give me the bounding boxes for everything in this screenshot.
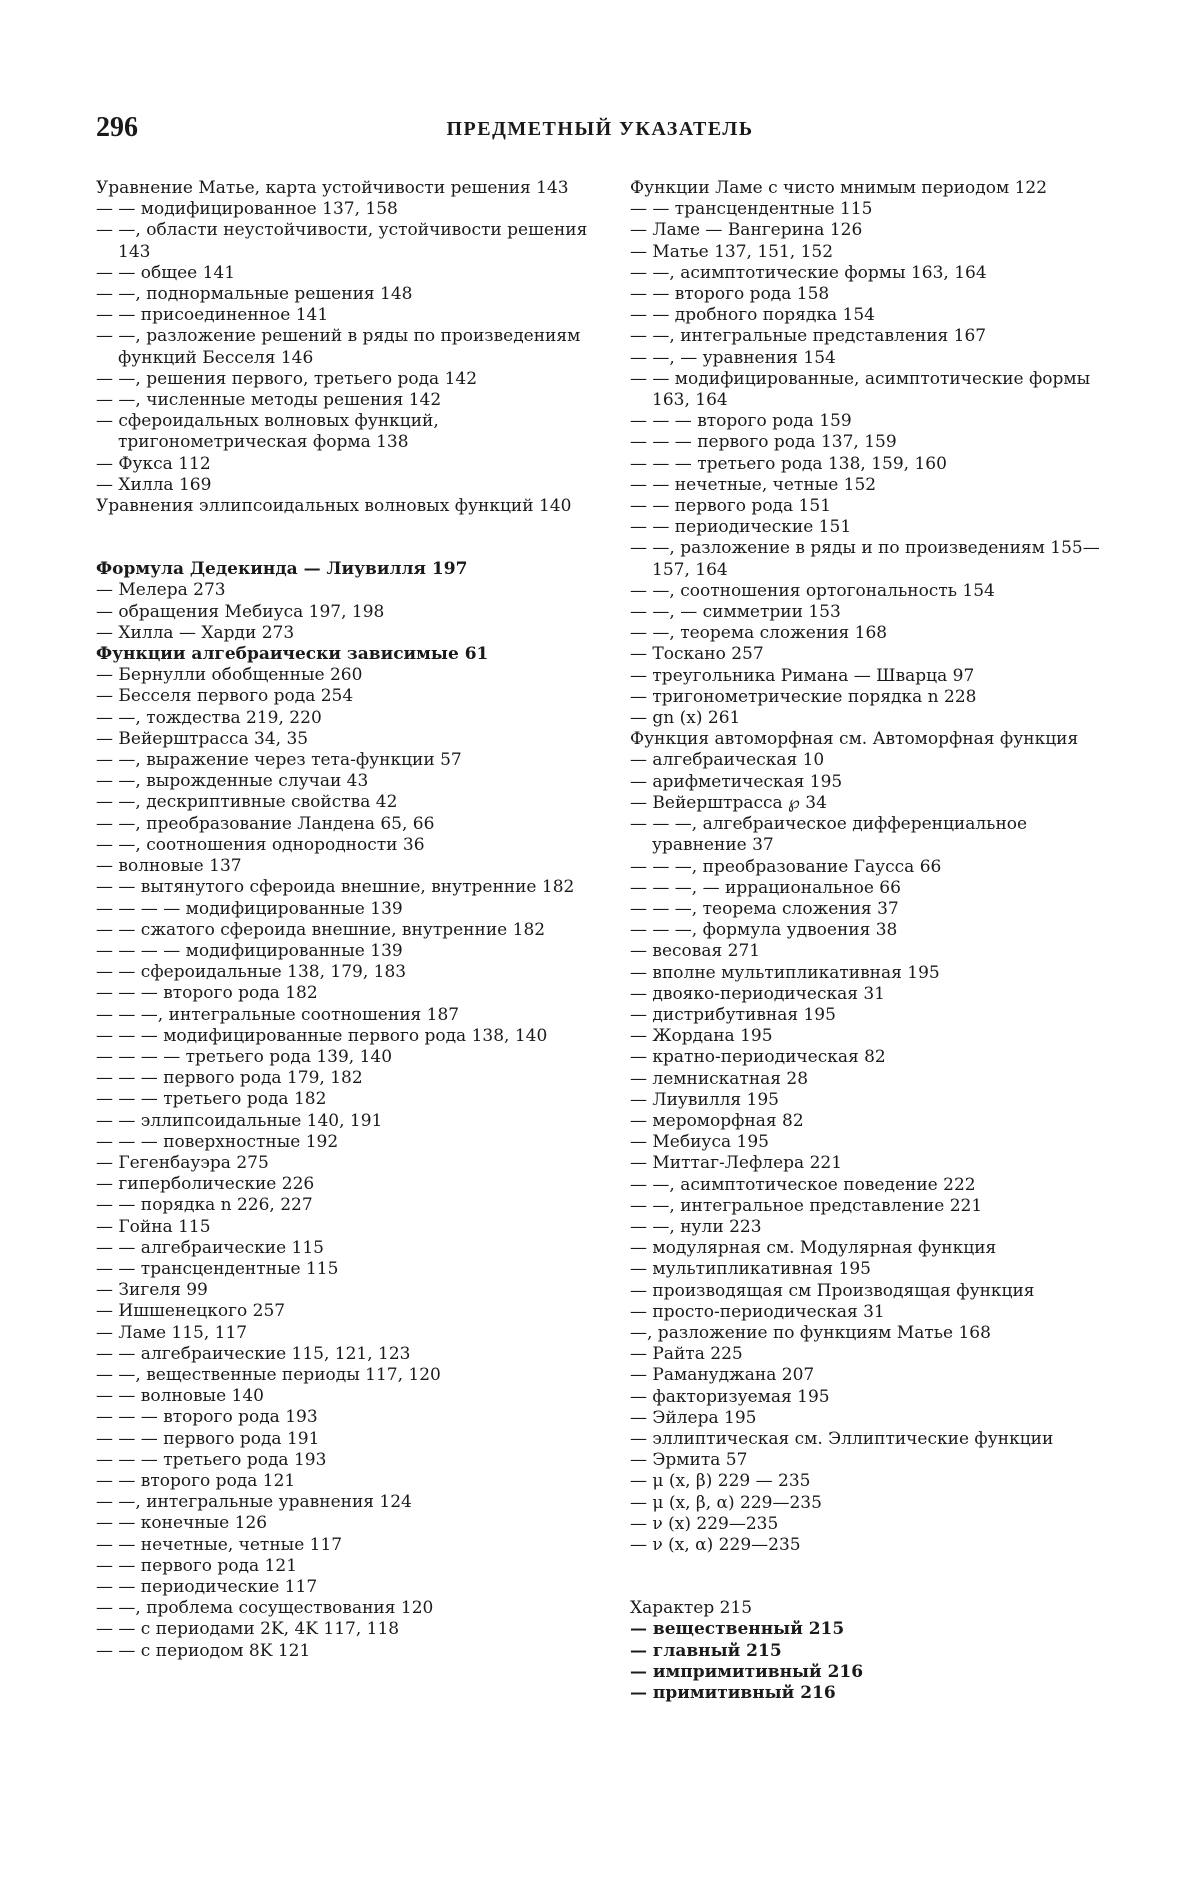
index-entry: — —, выражение через тета-функции 57 <box>96 750 462 771</box>
index-entry: — — —, алгебраическое дифференциальное уравнение 37 <box>630 814 1028 856</box>
index-entry: — — — второго рода 159 <box>630 411 852 432</box>
index-entry: — Фукса 112 <box>96 453 211 474</box>
index-entry: — — волновые 140 <box>96 1386 264 1407</box>
index-entry: — факторизуемая 195 <box>630 1386 830 1407</box>
index-entry: — примитивный 216 <box>630 1683 836 1704</box>
index-entry: — ν (x, α) 229—235 <box>630 1535 801 1555</box>
index-entry: — — общее 141 <box>96 262 236 283</box>
index-entry: — — — первого рода 179, 182 <box>96 1068 363 1089</box>
index-entry: — Ламе — Вангерина 126 <box>630 220 863 241</box>
index-entry: — — периодические 151 <box>630 517 852 538</box>
index-entry: — — с периодом 8K 121 <box>96 1640 311 1661</box>
index-entry: Функции алгебраически зависимые 61 <box>96 644 489 665</box>
index-entry: — —, соотношения ортогональность 154 <box>630 580 995 601</box>
index-entry: — — — третьего рода 193 <box>96 1449 327 1470</box>
index-entry: — — — первого рода 137, 159 <box>630 432 897 453</box>
index-entry: — — второго рода 158 <box>630 284 830 305</box>
index-entry: — Миттаг-Лефлера 221 <box>630 1153 843 1174</box>
index-entry: — —, нули 223 <box>630 1216 762 1237</box>
index-entry: — Райта 225 <box>630 1344 743 1365</box>
index-entry: — — присоединенное 141 <box>96 305 329 326</box>
index-entry: — Эрмита 57 <box>630 1450 748 1471</box>
index-entry: — главный 215 <box>630 1640 782 1661</box>
index-entry: — лемнискатная 28 <box>630 1068 809 1089</box>
index-entry: — производящая см Производящая функция <box>630 1280 1035 1301</box>
index-entry: — —, поднормальные решения 148 <box>96 284 413 305</box>
index-entry: — ν (x) 229—235 <box>630 1513 779 1534</box>
index-entry: —, разложение по функциям Матье 168 <box>630 1322 991 1343</box>
index-entry: — —, преобразование Ландена 65, 66 <box>96 813 435 834</box>
index-entry: — —, решения первого, третьего рода 142 <box>96 368 478 389</box>
index-entry: — — — — третьего рода 139, 140 <box>96 1046 393 1067</box>
index-entry: Уравнения эллипсоидальных волновых функций 140 <box>96 496 572 517</box>
index-entry: — — —, интегральные соотношения 187 <box>96 1004 460 1025</box>
index-entry: — —, асимптотические формы 163, 164 <box>630 262 987 283</box>
index-entry: — сфероидальных волновых функций, тригонометрическая форма 138 <box>96 411 439 453</box>
index-entry: — μ (x, β) 229 — 235 <box>630 1471 811 1492</box>
index-entry: — импримитивный 216 <box>630 1661 864 1682</box>
index-entry: — —, — симметрии 153 <box>630 602 841 623</box>
index-entry: Функция автоморфная см. Автоморфная функция <box>630 729 1079 750</box>
index-gap <box>630 1556 1124 1598</box>
index-entry: — Мелера 273 <box>96 580 226 601</box>
index-entry: — —, дескриптивные свойства 42 <box>96 792 398 813</box>
index-entry: — — — второго рода 193 <box>96 1407 318 1428</box>
index-entry: — Рамануджана 207 <box>630 1365 815 1386</box>
index-entry: — — — второго рода 182 <box>96 983 318 1004</box>
index-entry: — арифметическая 195 <box>630 771 843 792</box>
index-entry: — вполне мультипликативная 195 <box>630 962 940 983</box>
index-entry: — — — модифицированные первого рода 138, 140 <box>96 1025 548 1046</box>
index-entry: — μ (x, β, α) 229—235 <box>630 1492 822 1513</box>
index-entry: — весовая 271 <box>630 941 761 962</box>
index-entry: — Бесселя первого рода 254 <box>96 686 354 707</box>
running-title: ПРЕДМЕТНЫЙ УКАЗАТЕЛЬ <box>446 118 754 140</box>
index-entry: — Мебиуса 195 <box>630 1132 769 1153</box>
index-entry: — —, — уравнения 154 <box>630 347 836 368</box>
index-entry: — — — третьего рода 182 <box>96 1089 327 1110</box>
index-entry: — Лиувилля 195 <box>630 1089 779 1110</box>
index-entry: — — —, преобразование Гаусса 66 <box>630 856 942 877</box>
index-entry: — —, области неустойчивости, устойчивости решения 143 <box>96 220 588 262</box>
index-entry: — — порядка n 226, 227 <box>96 1195 313 1216</box>
index-entry: — волновые 137 <box>96 856 242 877</box>
index-entry: — — конечные 126 <box>96 1513 268 1534</box>
index-entry: — —, тождества 219, 220 <box>96 707 322 728</box>
index-entry: — эллиптическая см. Эллиптические функции <box>630 1428 1054 1449</box>
index-entry: — — —, теорема сложения 37 <box>630 898 899 919</box>
index-entry: — —, асимптотическое поведение 222 <box>630 1174 976 1195</box>
index-entry: Формула Дедекинда — Лиувилля 197 <box>96 559 468 580</box>
index-entry: — Ламе 115, 117 <box>96 1322 248 1343</box>
index-entry: — Тоскано 257 <box>630 644 764 665</box>
index-entry: — алгебраическая 10 <box>630 750 825 771</box>
index-entry: — Бернулли обобщенные 260 <box>96 665 363 686</box>
index-entry: — — с периодами 2K, 4K 117, 118 <box>96 1619 400 1640</box>
index-column-left <box>96 178 588 1662</box>
index-entry: Функции Ламе с чисто мнимым периодом 122 <box>630 178 1048 198</box>
index-entry: — мероморфная 82 <box>630 1110 804 1131</box>
index-entry: — тригонометрические порядка n 228 <box>630 686 977 707</box>
index-entry: — —, теорема сложения 168 <box>630 623 888 644</box>
index-entry: — просто-периодическая 31 <box>630 1301 885 1322</box>
index-entry: — — —, — иррациональное 66 <box>630 877 901 898</box>
index-entry: — — второго рода 121 <box>96 1470 296 1491</box>
index-entry: — вещественный 215 <box>630 1619 845 1640</box>
index-entry: — —, соотношения однородности 36 <box>96 834 425 855</box>
index-entry: — gn (x) 261 <box>630 708 741 729</box>
index-entry: — —, вырожденные случаи 43 <box>96 771 369 792</box>
index-entry: Характер 215 <box>630 1598 753 1619</box>
index-entry: — Хилла — Харди 273 <box>96 622 295 643</box>
index-entry: — — — — модифицированные 139 <box>96 940 403 961</box>
index-entry: — —, численные методы решения 142 <box>96 390 442 411</box>
index-entry: — Вейерштрасса ℘ 34 <box>630 792 827 813</box>
index-entry: — — трансцендентные 115 <box>96 1258 339 1279</box>
index-entry: — — — третьего рода 138, 159, 160 <box>630 453 947 474</box>
index-entry: — Эйлера 195 <box>630 1407 757 1428</box>
index-entry: — Гегенбауэра 275 <box>96 1152 269 1173</box>
index-gap <box>96 517 588 559</box>
index-entry: — — первого рода 151 <box>630 496 832 517</box>
index-entry: — модулярная см. Модулярная функция <box>630 1238 997 1259</box>
index-entry: — кратно-периодическая 82 <box>630 1047 886 1068</box>
index-entry: — Ишшенецкого 257 <box>96 1301 286 1322</box>
index-column-right <box>630 178 1124 1704</box>
index-entry: — —, разложение в ряды и по произведениям 155—157, 164 <box>630 538 1100 580</box>
index-entry: — — сжатого сфероида внешние, внутренние 182 <box>96 919 546 940</box>
index-entry: — Жордана 195 <box>630 1026 773 1047</box>
index-entry: — — — — модифицированные 139 <box>96 898 403 919</box>
index-entry: — — вытянутого сфероида внешние, внутренние 182 <box>96 877 575 898</box>
index-entry: — двояко-периодическая 31 <box>630 983 885 1004</box>
index-entry: — — первого рода 121 <box>96 1555 298 1576</box>
index-entry: — —, разложение решений в ряды по произведениям функций Бесселя 146 <box>96 326 581 368</box>
index-entry: — треугольника Римана — Шварца 97 <box>630 665 975 686</box>
index-entry: — — дробного порядка 154 <box>630 305 875 326</box>
index-entry: — — периодические 117 <box>96 1577 318 1597</box>
index-entry: — Вейерштрасса 34, 35 <box>96 728 309 749</box>
index-entry: — — эллипсоидальные 140, 191 <box>96 1110 383 1131</box>
index-entry: — мультипликативная 195 <box>630 1259 871 1280</box>
index-entry: — — нечетные, четные 152 <box>630 474 877 495</box>
index-entry: — — — поверхностные 192 <box>96 1131 339 1152</box>
page-number: 296 <box>96 112 138 143</box>
index-entry: — —, интегральные представления 167 <box>630 326 987 347</box>
index-entry: — —, вещественные периоды 117, 120 <box>96 1364 441 1385</box>
index-entry: — Хилла 169 <box>96 474 212 495</box>
index-entry: — — модифицированное 137, 158 <box>96 199 398 220</box>
index-entry: — гиперболические 226 <box>96 1174 315 1195</box>
index-entry: Уравнение Матье, карта устойчивости решения 143 <box>96 178 569 198</box>
index-entry: — — трансцендентные 115 <box>630 199 873 220</box>
index-entry: — — алгебраические 115 <box>96 1237 324 1258</box>
index-entry: — — —, формула удвоения 38 <box>630 920 898 941</box>
index-entry: — —, проблема сосуществования 120 <box>96 1598 434 1619</box>
index-entry: — — алгебраические 115, 121, 123 <box>96 1343 411 1364</box>
index-entry: — — модифицированные, асимптотические формы 163, 164 <box>630 368 1091 411</box>
index-entry: — —, интегральные уравнения 124 <box>96 1492 412 1513</box>
index-entry: — —, интегральное представление 221 <box>630 1195 983 1216</box>
index-entry: — дистрибутивная 195 <box>630 1004 836 1025</box>
index-entry: — Гойна 115 <box>96 1216 211 1237</box>
index-entry: — — нечетные, четные 117 <box>96 1534 343 1555</box>
index-entry: — — — первого рода 191 <box>96 1428 320 1449</box>
index-entry: — обращения Мебиуса 197, 198 <box>96 601 385 622</box>
index-entry: — Зигеля 99 <box>96 1280 208 1301</box>
index-entry: — — сфероидальные 138, 179, 183 <box>96 962 407 983</box>
index-entry: — Матье 137, 151, 152 <box>630 241 834 262</box>
